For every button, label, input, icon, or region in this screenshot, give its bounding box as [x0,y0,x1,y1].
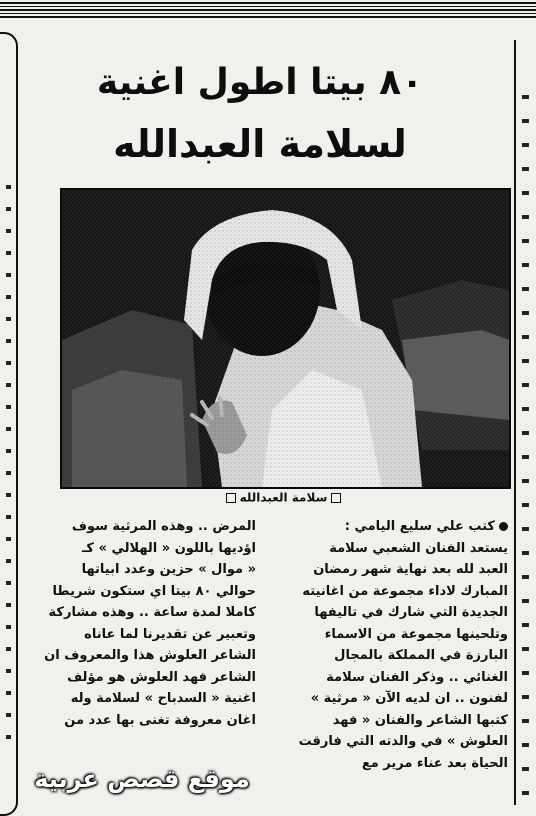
article-column-left [36,516,256,731]
left-edge-text-fragments [6,185,12,745]
article-line: الحياة بعد عناء مرير مع [361,755,508,771]
right-edge-text-fragments [522,95,530,795]
article-line: اؤديها باللون « الهلالي » كـ [81,540,256,556]
article-line: وتعبير عن تقديرنا لما عاناه [84,626,256,642]
photo-caption [60,490,507,505]
article-column-right [288,516,508,774]
article-line: الشاعر العلوش هذا والمعروف ان [44,648,256,663]
bullet-icon [499,522,508,531]
caption-box-icon [226,493,236,503]
article-line: اغان معروفة تغنى بها عدد من [64,712,256,728]
headline-line-1: ٨٠ بيتا اطول اغنية [96,62,424,103]
headline-line-2: لسلامة العبدالله [113,122,407,166]
top-border-rules [0,0,536,22]
article-line: العلوش » في والدته التي فارقت [298,734,508,749]
site-watermark: موقع قصص عربية [34,765,250,793]
byline [288,516,508,538]
article-line: « موال » حزين وعدد ابياتها [81,562,256,577]
photo-caption-text: سلامة العبدالله [239,490,328,505]
article-line: الشاعر فهد العلوش هو مؤلف [67,669,256,685]
article-photo [60,188,511,489]
article-line: البارزة في المملكة بالمجال [334,648,508,663]
article-line: يستعد الفنان الشعبي سلامة [329,540,508,556]
caption-box-icon [331,493,341,503]
article-line: اغنية « السدباح » لسلامة وله [70,691,256,706]
article-line: لفنون .. ان لديه الآن « مرثية » [310,691,508,706]
article-line: العبد لله بعد نهاية شهر رمضان [313,562,508,577]
article-line: حوالي ٨٠ بيتا اي ستكون شريطا [52,583,256,599]
byline-text: كتب علي سليع اليامي : [344,519,495,534]
portrait-image [62,190,509,487]
article-line: كتبها الشاعر والفنان « فهد [332,712,508,728]
article-line: وتلحينها مجموعة من الاسماء [324,626,508,642]
article-line: كاملا لمدة ساعة .. وهذه مشاركة [48,605,256,620]
article-line: الجديدة التي شارك في تاليفها [314,605,508,620]
article-line: المبارك لاداء مجموعة من اغانيته [302,583,508,599]
article-line: الغنائي .. وذكر الفنان سلامة [326,669,508,685]
article-line: المرض .. وهذه المرثية سوف [71,519,256,534]
column-divider-rule [514,40,516,805]
